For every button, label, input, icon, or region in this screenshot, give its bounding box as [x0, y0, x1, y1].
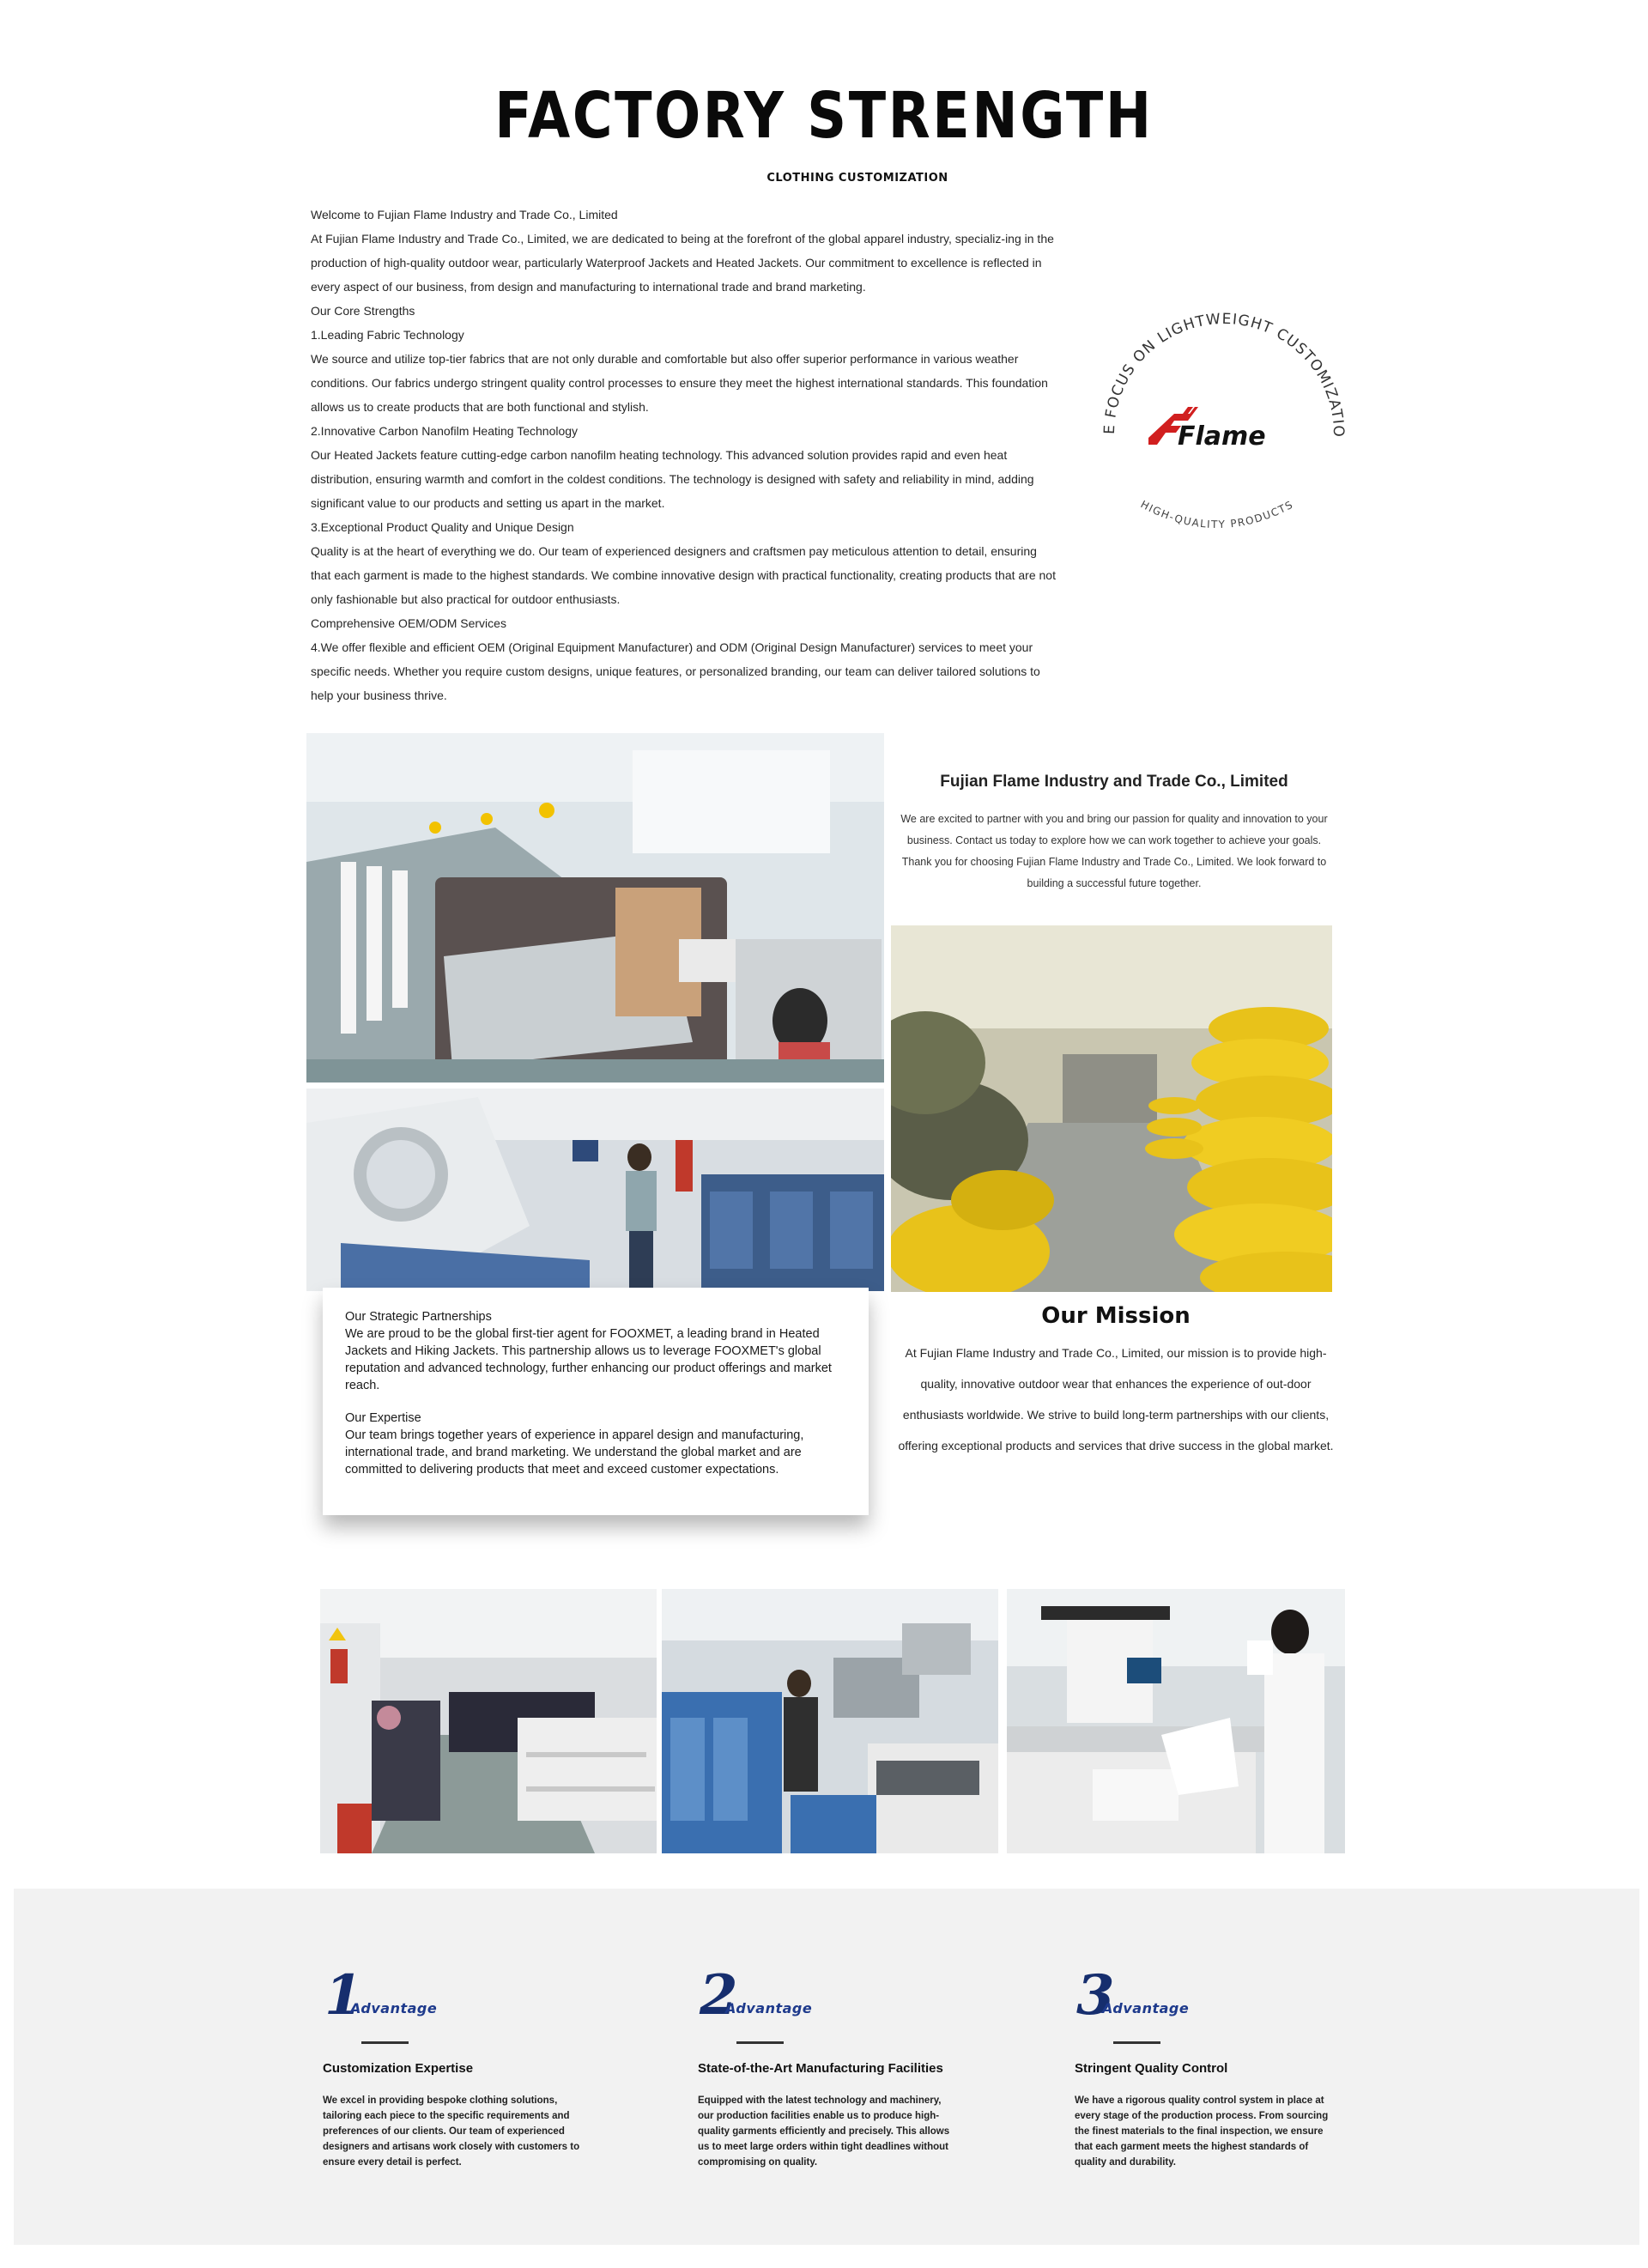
- card-text: We are proud to be the global first-tier agent for FOOXMET, a leading brand in Heated Jackets and Hiking Jackets. This partnership allows us to leverage FOOXMET's global reputation and advanced technology, further enhancing our product offerings and market reach.: [345, 1327, 832, 1392]
- intro-heading: Our Core Strengths: [311, 304, 415, 318]
- advantage-badge: [1075, 1963, 1366, 2028]
- mission-block: [893, 1303, 1339, 1461]
- advantage-number: 3: [1076, 1963, 1115, 2028]
- office-photo: [306, 733, 884, 1082]
- intro-paragraph: At Fujian Flame Industry and Trade Co., Limited, we are dedicated to being at the forefront of the global apparel industry, specializ-ing in the production of high-quality outdoor wear, particularly Waterproof Jackets and Heated Jackets. Our commitment to excellence is reflected in every aspect of our business, from design and manufacturing to international trade and brand marketing.: [311, 232, 1054, 294]
- advantage-number: 2: [700, 1963, 738, 2028]
- brand-badge: [1088, 300, 1354, 558]
- intro-heading: 2.Innovative Carbon Nanofilm Heating Technology: [311, 424, 579, 438]
- intro-welcome: Welcome to Fujian Flame Industry and Trade Co., Limited: [311, 208, 618, 221]
- intro-text: [311, 203, 1057, 707]
- advantage-word: Advantage: [725, 2000, 813, 2016]
- advantage-1: [323, 1963, 615, 2170]
- card-heading: Our Expertise: [345, 1411, 421, 1425]
- advantage-title: Customization Expertise: [323, 2061, 474, 2076]
- badge-arc-text: E FOCUS ON LIGHTWEIGHT CUSTOMIZATIO: [1100, 310, 1348, 439]
- advantage-divider: [736, 2041, 784, 2044]
- sewing-workshop-photo: [320, 1589, 657, 1853]
- mission-text: At Fujian Flame Industry and Trade Co., Limited, our mission is to provide high-quality, innovative outdoor wear that enhances the experience of out-door enthusiasts worldwide. We strive to build long-term partnerships with our clients, offering exceptional products and services that drive success in the global market.: [898, 1346, 1334, 1452]
- company-block: [891, 773, 1337, 894]
- intro-heading: Comprehensive OEM/ODM Services: [311, 616, 506, 630]
- production-line-photo: [662, 1589, 998, 1853]
- advantage-badge: [698, 1963, 990, 2028]
- page-subtitle: CLOTHING CUSTOMIZATION: [766, 172, 948, 185]
- company-text: Thank you for choosing Fujian Flame Industry and Trade Co., Limited. We look forward to building a successful future together.: [901, 856, 1327, 889]
- flame-logo-icon: [1148, 407, 1266, 452]
- svg-text:HIGH-QUALITY PRODUCTS: [1139, 498, 1296, 531]
- advantage-word: Advantage: [350, 2000, 438, 2016]
- intro-heading: 1.Leading Fabric Technology: [311, 328, 464, 342]
- intro-paragraph: Quality is at the heart of everything we do. Our team of experienced designers and craftsmen pay meticulous attention to detail, ensuring that each garment is made to the highest standards. We combine innovative design with practical functionality, creating products that are not only fashionable but also practical for outdoor enthusiasts.: [311, 544, 1056, 606]
- advantage-badge: [323, 1963, 615, 2028]
- badge-bottom-text: HIGH-QUALITY PRODUCTS: [1138, 498, 1296, 531]
- partnership-card: [323, 1288, 869, 1515]
- card-heading: Our Strategic Partnerships: [345, 1310, 492, 1324]
- company-name: Fujian Flame Industry and Trade Co., Limited: [940, 773, 1288, 791]
- advantage-title: State-of-the-Art Manufacturing Facilities: [698, 2061, 943, 2076]
- warehouse-photo: [891, 925, 1332, 1292]
- advantage-3: [1075, 1963, 1366, 2170]
- advantage-text: We have a rigorous quality control system in place at every stage of the production process. From sourcing the finest materials to the final inspection, we ensure that each garment meets the highest standards of quality and durability.: [1075, 2095, 1329, 2168]
- advantage-text: We excel in providing bespoke clothing solutions, tailoring each piece to the specific requirements and preferences of our clients. Our team of experienced designers and artisans work closely with customers to ensure every detail is perfect.: [323, 2095, 580, 2168]
- advantage-text: Equipped with the latest technology and machinery, our production facilities enable us to produce high-quality garments efficiently and precisely. This allows us to meet large orders within tight deadlines without compromising on quality.: [698, 2095, 950, 2168]
- company-text: We are excited to partner with you and bring our passion for quality and innovation to your business. Contact us today to explore how we can work together to achieve your goals.: [900, 813, 1328, 846]
- intro-heading: 3.Exceptional Product Quality and Unique Design: [311, 520, 574, 534]
- svg-text:WE FOCUS ON LIGHTWEIGHT CUSTOM: [1088, 300, 1347, 438]
- badge-brand-name: Flame: [1178, 421, 1266, 452]
- advantage-2: [698, 1963, 990, 2170]
- advantage-title: Stringent Quality Control: [1075, 2061, 1228, 2076]
- intro-paragraph: We source and utilize top-tier fabrics that are not only durable and comfortable but also offer superior performance in various weather conditions. Our fabrics undergo stringent quality control processes to ensure they meet the highest international standards. This foundation allows us to create products that are both functional and stylish.: [311, 352, 1048, 414]
- advantage-divider: [1113, 2041, 1160, 2044]
- mission-title: Our Mission: [1041, 1303, 1191, 1329]
- advantage-word: Advantage: [1102, 2000, 1190, 2016]
- fabric-inspection-photo: [306, 1089, 884, 1291]
- intro-paragraph: 4.We offer flexible and efficient OEM (Original Equipment Manufacturer) and ODM (Original Design Manufacturer) services to meet your specific needs. Whether you require custom designs, unique features, or personalized branding, our team can deliver tailored solutions to help your business thrive.: [311, 640, 1040, 702]
- lab-testing-photo: [1007, 1589, 1345, 1853]
- intro-paragraph: Our Heated Jackets feature cutting-edge carbon nanofilm heating technology. This advanced solution provides rapid and even heat distribution, ensuring warmth and comfort in the coldest conditions. The technology is designed with safety and reliability in mind, adding significant value to our products and setting us apart in the market.: [311, 448, 1034, 510]
- advantage-divider: [361, 2041, 409, 2044]
- page-title: FACTORY STRENGTH: [494, 79, 1154, 153]
- card-text: Our team brings together years of experience in apparel design and manufacturing, international trade, and brand marketing. We understand the global market and are committed to delivering products that meet and exceed customer expectations.: [345, 1428, 804, 1477]
- brand-badge-graphic: [1088, 300, 1354, 558]
- advantage-number: 1: [324, 1963, 363, 2028]
